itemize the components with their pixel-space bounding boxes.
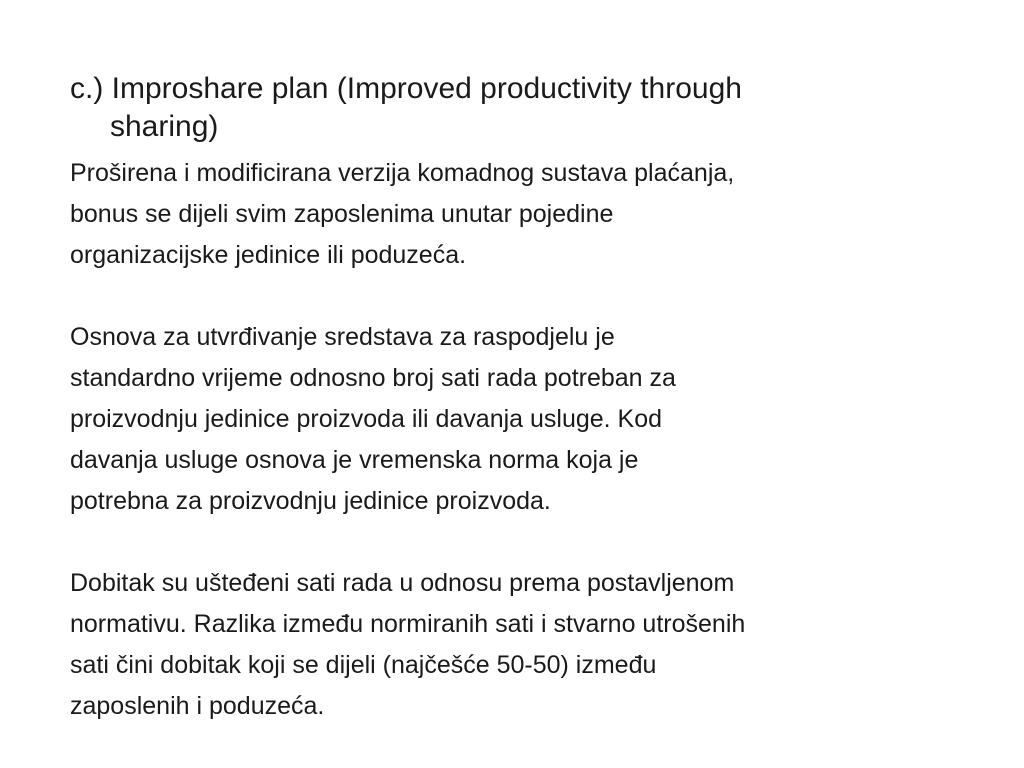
heading-line-2: sharing) <box>110 110 219 143</box>
slide-heading <box>70 70 950 146</box>
paragraph-line: organizacijske jedinice ili poduzeća. <box>70 241 467 269</box>
paragraph-line: Dobitak su uštеđeni sati rada u odnosu prema postavljenom <box>70 569 735 597</box>
paragraph-line: potrebna za proizvodnju jedinice proizvoda. <box>70 487 551 515</box>
paragraph-line: normativu. Razlika između normiranih sati i stvarno utrošenih <box>70 610 746 638</box>
paragraph-line: standardno vrijeme odnosno broj sati rada potreban za <box>70 364 676 392</box>
heading-line-1: c.) Improshare plan (Improved productivity through <box>70 72 742 105</box>
paragraph-line: proizvodnju jedinice proizvoda ili davanja usluge. Kod <box>70 405 663 433</box>
paragraph-line: bonus se dijeli svim zaposlenima unutar pojedine <box>70 200 614 228</box>
paragraph-line: sati čini dobitak koji se dijeli (najčešće 50-50) između <box>70 651 657 679</box>
paragraph-gain <box>70 563 970 727</box>
paragraph-basis <box>70 317 970 522</box>
paragraph-line: zaposlenih i poduzeća. <box>70 692 325 720</box>
paragraph-definition <box>70 153 970 276</box>
paragraph-line: Proširena i modificirana verzija komadnog sustava plaćanja, <box>70 159 735 187</box>
paragraph-line: Osnova za utvrđivanje sredstava za raspodjelu je <box>70 323 615 351</box>
paragraph-line: davanja usluge osnova je vremenska norma koja je <box>70 446 639 474</box>
